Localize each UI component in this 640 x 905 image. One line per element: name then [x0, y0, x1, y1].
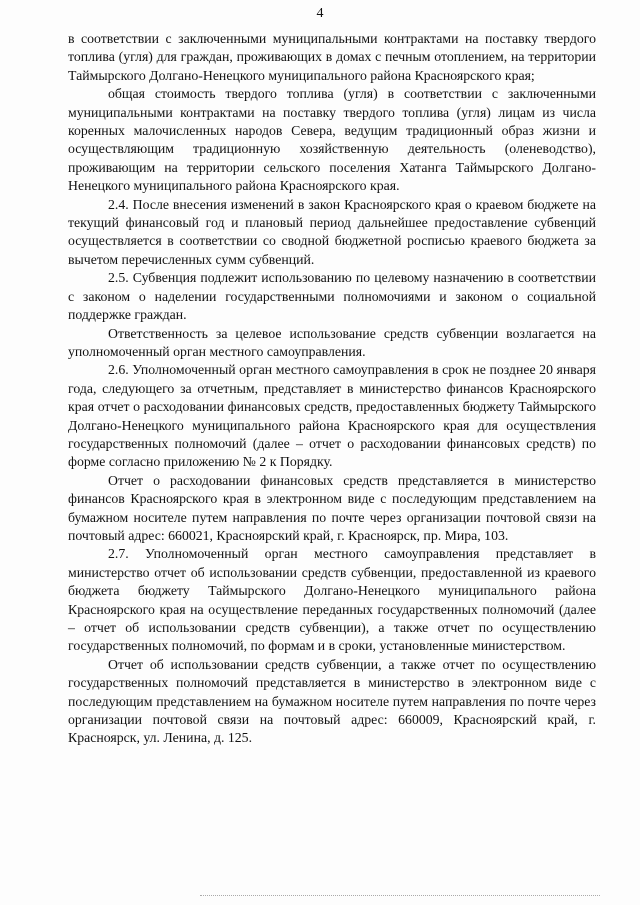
footer-divider	[200, 895, 600, 896]
paragraph-2-4: 2.4. После внесения изменений в закон Красноярского края о краевом бюджете на текущий финансовый год и плановый период дальнейшее предоставление субвенций осуществляется в соответствии со сводной бюджетной росписью краевого бюджета за вычетом перечисленных сумм субвенций.	[68, 196, 596, 267]
paragraph-responsibility: Ответственность за целевое использование средств субвенции возлагается на уполномоченный орган местного самоуправления.	[68, 325, 596, 359]
paragraph-total-fuel-cost: общая стоимость твердого топлива (угля) в соответствии с заключенными муниципальными контрактами на поставку твердого топлива (угля) лицам из числа коренных малочисленных народов Севера, ведущим традиционный образ жизни и осуществляющим традиционную хозяйственную деятельность (оленеводство), проживающим на территории сельского поселения Хатанга Таймырского Долгано-Ненецкого муниципального района Красноярского края.	[68, 86, 596, 194]
document-body	[68, 30, 596, 748]
paragraph-subvention-report: Отчет об использовании средств субвенции, а также отчет по осуществлению государственных полномочий представляется в министерство в электронном виде с последующим представлением на бумажном носителе путем направления по почте через организации почтовой связи на почтовый адрес: 660009, Красноярский край, г. Красноярск, ул. Ленина, д. 125.	[68, 656, 596, 746]
paragraph-fuel-contracts: в соответствии с заключенными муниципальными контрактами на поставку твердого топлива (угля) для граждан, проживающих в домах с печным отоплением, на территории Таймырского Долгано-Ненецкого муниципального района Красноярского края;	[68, 31, 596, 83]
paragraph-2-6: 2.6. Уполномоченный орган местного самоуправления в срок не позднее 20 января года, следующего за отчетным, представляет в министерство финансов Красноярского края отчет о расходовании финансовых средств, предоставленных бюджету Таймырского Долгано-Ненецкого муниципального района Красноярского края для осуществления государственных полномочий (далее – отчет о расходовании финансовых средств) по форме согласно приложению № 2 к Порядку.	[68, 362, 596, 470]
paragraph-report-submission: Отчет о расходовании финансовых средств представляется в министерство финансов Красноярского края в электронном виде с последующим представлением на бумажном носителе путем направления по почте через организации почтовой связи на почтовый адрес: 660021, Красноярский край, г. Красноярск, пр. Мира, 103.	[68, 472, 596, 543]
paragraph-2-7: 2.7. Уполномоченный орган местного самоуправления представляет в министерство отчет об использовании средств субвенции, предоставленной из краевого бюджета бюджету Таймырского Долгано-Ненецкого муниципального района Красноярского края на осуществление переданных государственных полномочий (далее – отчет об использовании средств субвенции), а также отчет по осуществлению государственных полномочий, по формам и в сроки, установленные министерством.	[68, 546, 596, 654]
paragraph-2-5: 2.5. Субвенция подлежит использованию по целевому назначению в соответствии с законом о наделении государственными полномочиями и законом о социальной поддержке граждан.	[68, 270, 596, 323]
page-number: 4	[316, 6, 324, 21]
